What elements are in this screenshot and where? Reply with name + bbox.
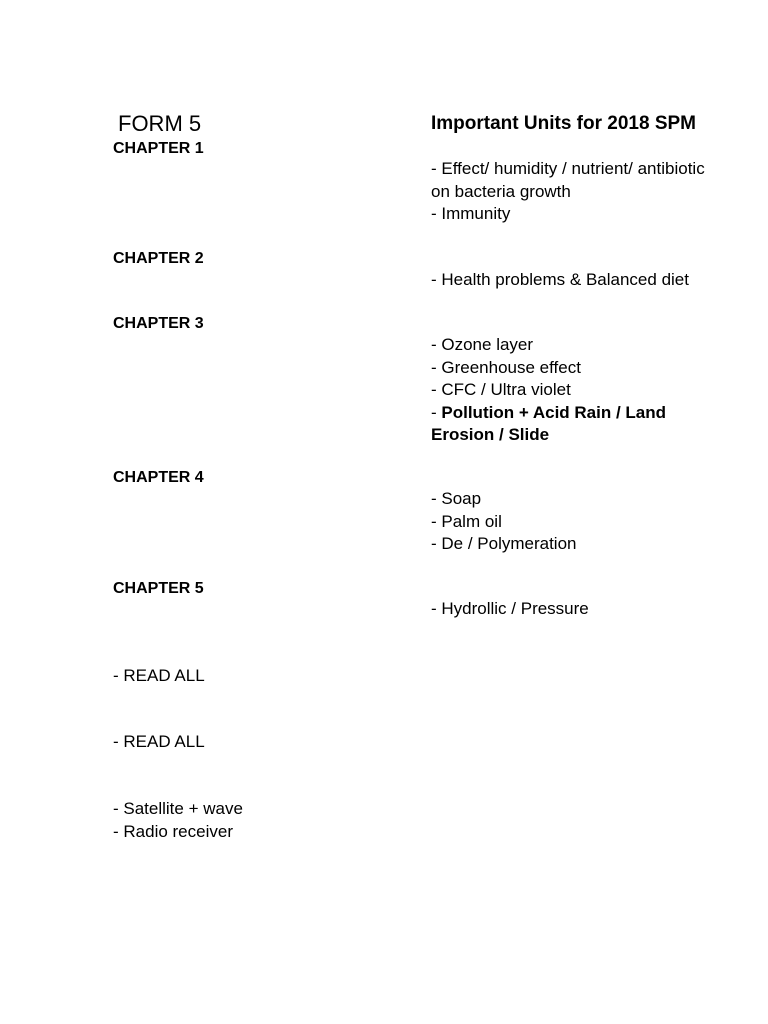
topic-line: - CFC / Ultra violet (431, 380, 571, 399)
note-read-all-2 (113, 731, 205, 754)
topic-line-bold: Erosion / Slide (431, 425, 550, 444)
note-line: - Satellite + wave (113, 799, 243, 818)
chapter-3-topics (431, 334, 666, 447)
topic-line: - Ozone layer (431, 335, 534, 354)
chapter-5-label: CHAPTER 5 (113, 580, 204, 597)
topic-line: - Hydrollic / Pressure (431, 599, 589, 618)
topic-bold-text: Pollution + Acid Rain / Land (441, 402, 667, 422)
topic-line: - Soap (431, 489, 482, 508)
chapter-3-label: CHAPTER 3 (113, 315, 204, 332)
note-read-all-1 (113, 665, 205, 688)
chapter-5-topics (431, 598, 589, 621)
note-line: - Radio receiver (113, 821, 233, 841)
topic-line: - Immunity (431, 204, 511, 223)
chapter-1-label: CHAPTER 1 (113, 140, 204, 157)
topic-line: - Effect/ humidity / nutrient/ antibiotic (431, 159, 705, 178)
note-line: - READ ALL (113, 666, 205, 685)
chapter-2-label: CHAPTER 2 (113, 250, 204, 267)
chapter-1-topics (431, 158, 705, 226)
chapter-2-topics (431, 269, 689, 292)
form-title: FORM 5 (118, 111, 202, 136)
chapter-4-label: CHAPTER 4 (113, 469, 204, 486)
topic-line-bold (431, 402, 666, 425)
chapter-4-topics (431, 488, 577, 556)
topic-line: - Palm oil (431, 511, 502, 531)
topic-line: - Greenhouse effect (431, 357, 581, 377)
note-satellite-radio (113, 798, 243, 843)
topic-line: - Health problems & Balanced diet (431, 270, 689, 289)
note-line: - READ ALL (113, 732, 205, 751)
units-title: Important Units for 2018 SPM (431, 113, 696, 134)
topic-line: - De / Polymeration (431, 534, 577, 553)
topic-prefix: - (431, 402, 442, 422)
topic-line: on bacteria growth (431, 181, 571, 201)
